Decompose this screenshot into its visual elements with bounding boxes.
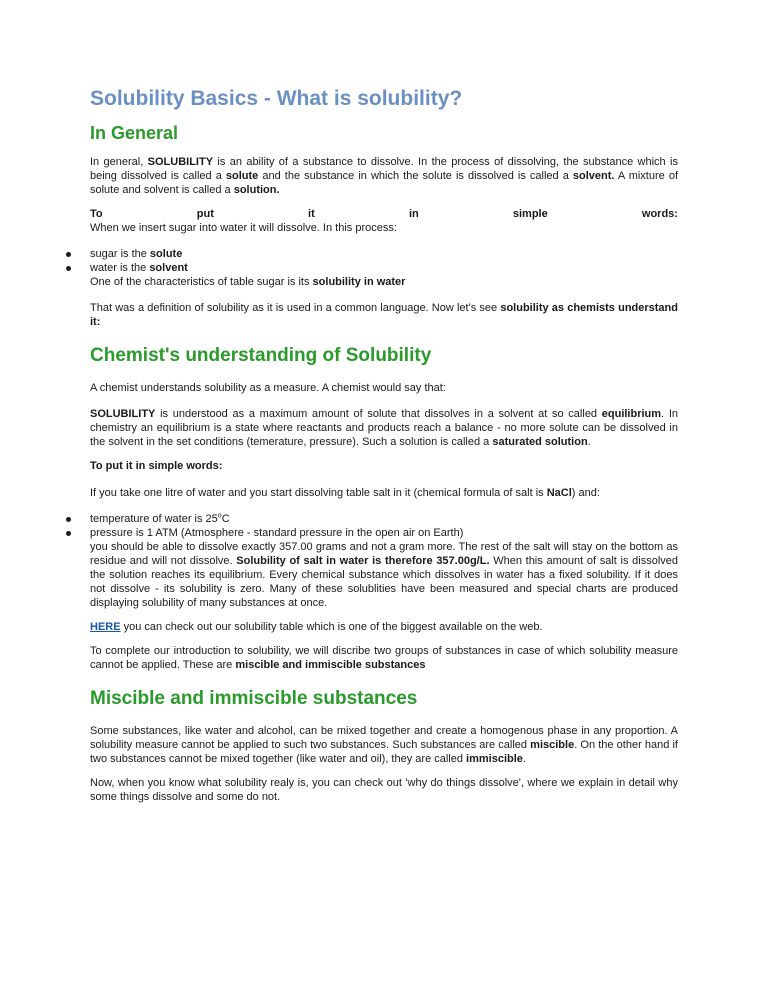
list-item: sugar is the solute [90, 247, 678, 261]
section-heading-miscible: Miscible and immiscible substances [90, 688, 418, 709]
sugar-bullet-list [90, 247, 678, 275]
bullet-icon [66, 252, 71, 257]
complete-paragraph: To complete our introduction to solubility, we will discribe two groups of substances in case of which solubility measure cannot be applied. These are miscible and immiscible substances [90, 645, 678, 671]
section-heading-general: In General [90, 123, 179, 143]
conditions-bullet-list [90, 512, 678, 540]
section-heading-chemist: Chemist's understanding of Solubility [90, 345, 432, 366]
dissolve-paragraph: you should be able to dissolve exactly 357.00 grams and not a gram more. The rest of the salt will stay on the bottom as residue and will not dissolve. Solubility of salt in water is therefore 357.00g/L. When this amount of salt is dissolved the solution reaches its equilibrium. Every chemical substance which dissolves in water has a fixed solubility. If it does not dissolve - its solubility is zero. Many of these solublities have been measured and special charts are produced displaying solubility of many substances at once. [90, 541, 679, 609]
bullet-icon [66, 517, 71, 522]
here-link[interactable]: HERE [90, 621, 121, 633]
list-item: water is the solvent [90, 261, 678, 275]
page-title: Solubility Basics - What is solubility? [90, 87, 463, 110]
list-item: temperature of water is 25$^o$C [90, 512, 678, 526]
bullet-icon [66, 266, 71, 271]
sugar-line: When we insert sugar into water it will dissolve. In this process: [90, 222, 397, 234]
litre-paragraph: If you take one litre of water and you start dissolving table salt in it (chemical formula of salt is NaCl) and: [90, 487, 600, 499]
chemist-intro: A chemist understands solubility as a measure. A chemist would say that: [90, 382, 446, 394]
definition-paragraph: That was a definition of solubility as it is used in a common language. Now let's see solubility as chemists understand it: [90, 302, 678, 328]
simple-words-heading: To put it in simple words: [90, 460, 223, 472]
solubility-definition-paragraph: SOLUBILITY is understood as a maximum amount of solute that dissolves in a solvent at so called equilibrium. In chemistry an equilibrium is a state where reactants and products reach a balance - no more solute can be dissolved in the solvent in the set conditions (temerature, pressure). Such a solution is called a saturated solution. [90, 408, 678, 448]
document-page [90, 86, 678, 814]
bullet-icon [66, 531, 71, 536]
general-paragraph: In general, SOLUBILITY is an ability of a substance to dissolve. In the process of dissolving, the substance which is being dissolved is called a solute and the substance in which the solute is dissolved is called a solvent. A mixture of solute and solvent is called a solution. [90, 156, 679, 196]
list-item: pressure is 1 ATM (Atmosphere - standard pressure in the open air on Earth) [90, 526, 678, 540]
simple-words-line: To put it in simple words: [90, 208, 678, 220]
here-paragraph: HERE you can check out our solubility table which is one of the biggest available on the web. [90, 621, 543, 633]
characteristics-line: One of the characteristics of table sugar is its solubility in water [90, 276, 406, 288]
closing-paragraph: Now, when you know what solubility realy is, you can check out 'why do things dissolve', where we explain in detail why some things dissolve and some do not. [90, 777, 678, 803]
miscible-paragraph: Some substances, like water and alcohol, can be mixed together and create a homogenous phase in any proportion. A solubility measure cannot be applied to such two substances. Such substances are called miscible. On the other hand if two substances cannot be mixed together (like water and oil), they are called immiscible. [90, 725, 678, 765]
